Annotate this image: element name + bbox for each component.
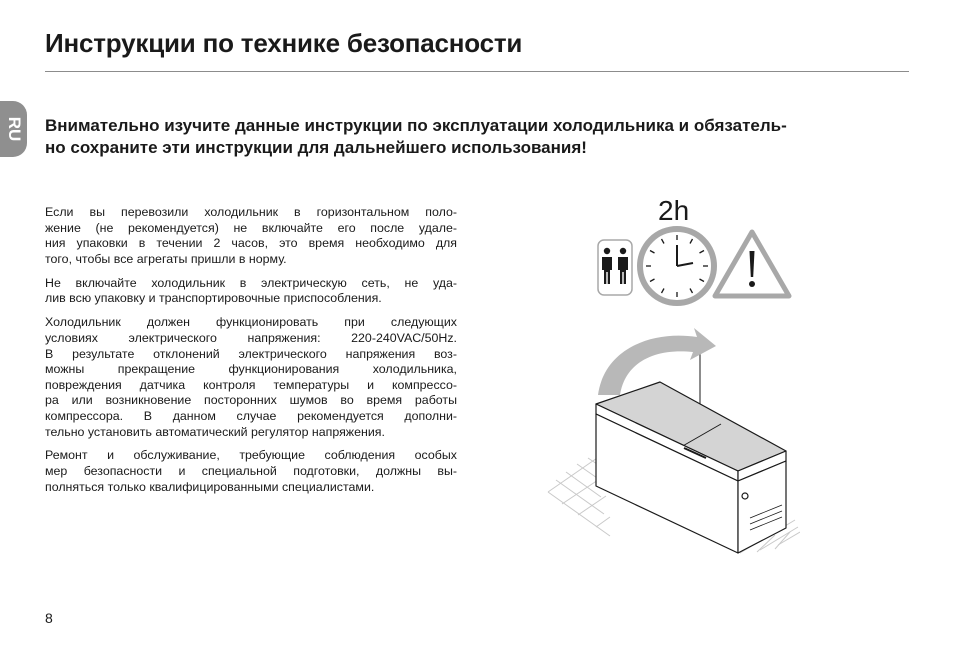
- intro-warning: [45, 115, 915, 159]
- language-tab-label: RU: [5, 116, 24, 142]
- text-line: можны прекращение функционирования холодильника,: [45, 362, 457, 377]
- wait-time-label: 2h: [658, 195, 690, 226]
- warning-triangle-icon: [715, 232, 789, 296]
- text-line: Если вы перевозили холодильник в горизонтальном поло-: [45, 205, 457, 219]
- paragraph-packaging: [45, 276, 457, 307]
- text-line: Холодильник должен функционировать при следующих: [45, 315, 457, 330]
- page-title: Инструкции по технике безопасности: [45, 28, 523, 58]
- two-people-icon: [598, 240, 632, 295]
- text-line: жение (не рекомендуется) не включайте его после удале-: [45, 220, 457, 235]
- intro-line: Внимательно изучите данные инструкции по эксплуатации холодильника и обязатель-: [45, 116, 787, 135]
- title-divider: [45, 71, 909, 72]
- text-line: ра или возникновение посторонних шумов во время работы: [45, 393, 457, 408]
- text-line: мер безопасности и специальной подготовки, должны вы-: [45, 464, 457, 479]
- text-line: лив всю упаковку и транспортировочные приспособления.: [45, 291, 382, 306]
- freezer-illustration: [540, 195, 800, 555]
- page-number: 8: [45, 610, 53, 626]
- language-tab: [0, 101, 27, 157]
- instructions-body: [45, 205, 457, 504]
- text-line: повреждения датчика контроля температуры и компрессо-: [45, 377, 457, 392]
- clock-icon: [640, 229, 714, 303]
- chest-freezer: [596, 382, 786, 553]
- text-line: Не включайте холодильник в электрическую сеть, не уда-: [45, 275, 457, 290]
- text-line: Ремонт и обслуживание, требующие соблюдения особых: [45, 448, 457, 463]
- text-line: полняться только квалифицированными специалистами.: [45, 479, 375, 494]
- paragraph-transport: [45, 205, 457, 267]
- text-line: тельно установить автоматический регулятор напряжения.: [45, 424, 385, 439]
- paragraph-voltage: [45, 315, 457, 440]
- paragraph-service: [45, 448, 457, 495]
- text-line: компрессора. В данном случае рекомендуется дополни-: [45, 408, 457, 423]
- text-line: того, чтобы все агрегаты пришли в норму.: [45, 251, 287, 266]
- text-line: ния упаковки в течении 2 часов, это время необходимо для: [45, 236, 457, 251]
- text-line: условиях электрического напряжения: 220-240VAC/50Hz.: [45, 330, 457, 345]
- intro-line: но сохраните эти инструкции для дальнейшего использования!: [45, 138, 587, 157]
- text-line: В результате отклонений электрического напряжения воз-: [45, 346, 457, 361]
